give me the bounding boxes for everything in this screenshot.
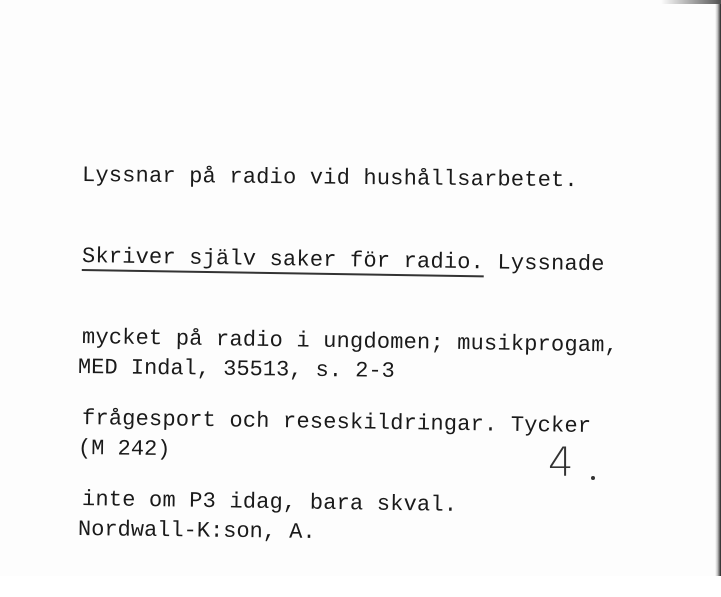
reference-author: Nordwall-K:son, A. <box>77 517 316 545</box>
reference-code: (M 242) <box>77 436 171 463</box>
reference-source: MED Indal, 35513, s. 2-3 <box>77 355 395 384</box>
description-line: Lyssnar på radio vid hushållsarbetet. <box>81 163 578 194</box>
description-fragment: Lyssnade <box>497 250 605 278</box>
underlined-phrase: Skriver själv saker för radio. <box>81 244 485 276</box>
card-edge-shadow <box>715 0 721 576</box>
handwritten-page-dot <box>591 476 595 480</box>
description-line: frågesport och reseskildringar. Tycker <box>81 406 592 439</box>
handwritten-page-number: 4 <box>548 440 574 486</box>
description-line: mycket på radio i ungdomen; musikprogam, <box>81 325 619 359</box>
card-reference <box>78 300 395 597</box>
description-line: inte om P3 idag, bara skval. <box>81 487 458 518</box>
card-corner-shadow <box>661 0 721 4</box>
description-line <box>82 243 618 278</box>
